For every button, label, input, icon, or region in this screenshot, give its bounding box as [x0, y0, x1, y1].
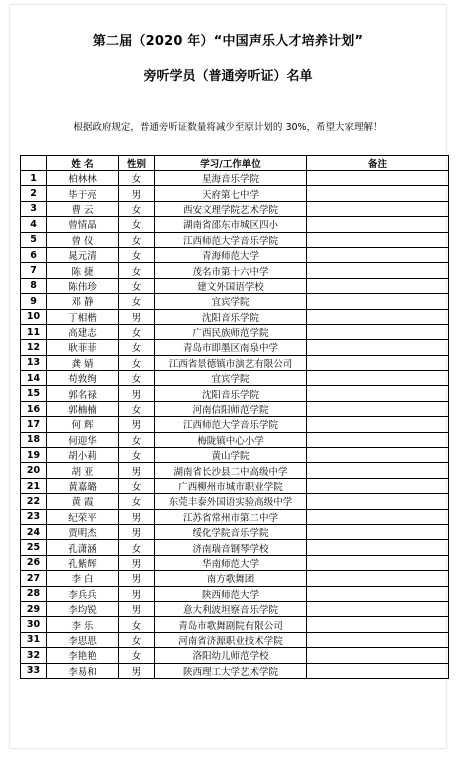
row-unit: 梅陇镇中心小学	[155, 432, 307, 447]
table-row	[21, 494, 449, 509]
table-row	[21, 401, 449, 416]
table-row	[21, 340, 449, 355]
row-gender: 男	[119, 601, 155, 616]
row-name: 纪荣平	[47, 509, 119, 524]
row-name: 苟敦绚	[47, 371, 119, 386]
row-gender: 女	[119, 278, 155, 293]
row-note	[307, 663, 449, 678]
row-unit: 江苏省常州市第二中学	[155, 509, 307, 524]
row-note	[307, 324, 449, 339]
row-unit: 宜宾学院	[155, 371, 307, 386]
table-row	[21, 309, 449, 324]
table-row	[21, 355, 449, 370]
row-gender: 男	[119, 555, 155, 570]
row-unit: 河南省济源职业技术学院	[155, 632, 307, 647]
row-number: 8	[21, 278, 47, 293]
row-number: 33	[21, 663, 47, 678]
row-gender: 女	[119, 448, 155, 463]
table-row	[21, 201, 449, 216]
row-gender: 女	[119, 232, 155, 247]
row-name: 李均锐	[47, 601, 119, 616]
row-number: 30	[21, 617, 47, 632]
table-row	[21, 247, 449, 262]
table-row	[21, 278, 449, 293]
row-gender: 女	[119, 294, 155, 309]
header-gender: 性别	[119, 156, 155, 171]
row-unit: 建文外国语学校	[155, 278, 307, 293]
row-note	[307, 648, 449, 663]
row-number: 17	[21, 417, 47, 432]
table-row	[21, 386, 449, 401]
row-gender: 女	[119, 632, 155, 647]
table-row	[21, 463, 449, 478]
row-name: 黄嘉璐	[47, 478, 119, 493]
row-name: 孔紫辉	[47, 555, 119, 570]
row-number: 11	[21, 324, 47, 339]
row-gender: 女	[119, 324, 155, 339]
row-number: 22	[21, 494, 47, 509]
row-unit: 星海音乐学院	[155, 171, 307, 186]
row-number: 2	[21, 186, 47, 201]
row-gender: 女	[119, 340, 155, 355]
row-name: 李 乐	[47, 617, 119, 632]
row-number: 21	[21, 478, 47, 493]
row-number: 32	[21, 648, 47, 663]
row-number: 28	[21, 586, 47, 601]
row-gender: 女	[119, 648, 155, 663]
row-number: 26	[21, 555, 47, 570]
row-note	[307, 494, 449, 509]
row-unit: 河南信阳师范学院	[155, 401, 307, 416]
row-name: 李兵兵	[47, 586, 119, 601]
row-gender: 女	[119, 371, 155, 386]
row-number: 1	[21, 171, 47, 186]
row-unit: 江西省景德镇市演艺有限公司	[155, 355, 307, 370]
row-name: 郭楠楠	[47, 401, 119, 416]
row-note	[307, 247, 449, 262]
table-row	[21, 555, 449, 570]
row-unit: 陕西理工大学艺术学院	[155, 663, 307, 678]
roster-table	[20, 155, 449, 679]
row-unit: 宜宾学院	[155, 294, 307, 309]
row-number: 25	[21, 540, 47, 555]
row-number: 5	[21, 232, 47, 247]
row-name: 毕于亮	[47, 186, 119, 201]
row-gender: 女	[119, 432, 155, 447]
header-note: 备注	[307, 156, 449, 171]
row-note	[307, 586, 449, 601]
row-unit: 广西民族师范学院	[155, 324, 307, 339]
table-row	[21, 509, 449, 524]
row-note	[307, 340, 449, 355]
row-unit: 江西师范大学音乐学院	[155, 232, 307, 247]
table-row	[21, 478, 449, 493]
row-number: 27	[21, 571, 47, 586]
row-note	[307, 278, 449, 293]
row-note	[307, 432, 449, 447]
table-row	[21, 324, 449, 339]
table-header-row	[21, 156, 449, 171]
row-name: 黄 霞	[47, 494, 119, 509]
row-name: 胡 亚	[47, 463, 119, 478]
table-row	[21, 586, 449, 601]
row-unit: 华南师范大学	[155, 555, 307, 570]
row-number: 12	[21, 340, 47, 355]
row-name: 曹 云	[47, 201, 119, 216]
row-unit: 湖南省邵东市城区四小	[155, 217, 307, 232]
row-number: 14	[21, 371, 47, 386]
row-gender: 男	[119, 524, 155, 539]
row-unit: 西安文理学院艺术学院	[155, 201, 307, 216]
header-name: 姓 名	[47, 156, 119, 171]
row-note	[307, 478, 449, 493]
row-name: 何 辉	[47, 417, 119, 432]
row-gender: 女	[119, 617, 155, 632]
row-name: 陈伟珍	[47, 278, 119, 293]
row-unit: 青岛市即墨区南泉中学	[155, 340, 307, 355]
document-subtitle: 旁听学员（普通旁听证）名单	[143, 69, 313, 84]
row-note	[307, 186, 449, 201]
row-note	[307, 617, 449, 632]
table-row	[21, 417, 449, 432]
row-note	[307, 232, 449, 247]
row-number: 18	[21, 432, 47, 447]
row-unit: 沈阳音乐学院	[155, 386, 307, 401]
table-row	[21, 263, 449, 278]
row-gender: 男	[119, 186, 155, 201]
row-name: 何迎华	[47, 432, 119, 447]
table-row	[21, 540, 449, 555]
table-row	[21, 448, 449, 463]
row-gender: 男	[119, 509, 155, 524]
row-note	[307, 355, 449, 370]
row-note	[307, 263, 449, 278]
table-row	[21, 571, 449, 586]
row-unit: 茂名市第十六中学	[155, 263, 307, 278]
table-row	[21, 524, 449, 539]
roster-body	[21, 171, 449, 679]
table-row	[21, 294, 449, 309]
row-note	[307, 294, 449, 309]
row-number: 16	[21, 401, 47, 416]
row-name: 曾情晶	[47, 217, 119, 232]
row-unit: 青海师范大学	[155, 247, 307, 262]
row-unit: 意大利波坦察音乐学院	[155, 601, 307, 616]
row-number: 4	[21, 217, 47, 232]
row-name: 胡小莉	[47, 448, 119, 463]
row-note	[307, 448, 449, 463]
row-note	[307, 540, 449, 555]
table-row	[21, 663, 449, 678]
row-note	[307, 309, 449, 324]
row-name: 陈 捷	[47, 263, 119, 278]
row-gender: 男	[119, 463, 155, 478]
row-unit: 绥化学院音乐学院	[155, 524, 307, 539]
row-number: 15	[21, 386, 47, 401]
row-number: 13	[21, 355, 47, 370]
table-row	[21, 432, 449, 447]
row-unit: 天府第七中学	[155, 186, 307, 201]
table-row	[21, 632, 449, 647]
row-gender: 女	[119, 355, 155, 370]
row-note	[307, 417, 449, 432]
table-row	[21, 171, 449, 186]
row-number: 3	[21, 201, 47, 216]
row-gender: 男	[119, 386, 155, 401]
row-name: 丁相楷	[47, 309, 119, 324]
row-number: 19	[21, 448, 47, 463]
row-name: 晁元清	[47, 247, 119, 262]
row-name: 孔潇涵	[47, 540, 119, 555]
row-gender: 男	[119, 571, 155, 586]
row-gender: 女	[119, 247, 155, 262]
row-unit: 青岛市歌舞剧院有限公司	[155, 617, 307, 632]
row-number: 31	[21, 632, 47, 647]
row-gender: 男	[119, 586, 155, 601]
row-gender: 女	[119, 401, 155, 416]
row-name: 曾 仪	[47, 232, 119, 247]
notice-text: 根据政府规定，普通旁听证数量将减少至原计划的 30%，希望大家理解！	[73, 122, 383, 133]
row-name: 李艳艳	[47, 648, 119, 663]
row-unit: 广西柳州市城市职业学院	[155, 478, 307, 493]
row-name: 李思思	[47, 632, 119, 647]
row-gender: 女	[119, 201, 155, 216]
row-note	[307, 524, 449, 539]
row-gender: 男	[119, 663, 155, 678]
row-note	[307, 601, 449, 616]
row-gender: 女	[119, 478, 155, 493]
table-row	[21, 217, 449, 232]
row-name: 郭名禄	[47, 386, 119, 401]
row-name: 高建志	[47, 324, 119, 339]
row-gender: 男	[119, 309, 155, 324]
row-name: 耿菲菲	[47, 340, 119, 355]
row-unit: 黄山学院	[155, 448, 307, 463]
table-row	[21, 371, 449, 386]
row-name: 李易和	[47, 663, 119, 678]
table-row	[21, 648, 449, 663]
row-number: 24	[21, 524, 47, 539]
table-row	[21, 232, 449, 247]
row-note	[307, 571, 449, 586]
row-unit: 洛阳幼儿师范学校	[155, 648, 307, 663]
document-title: 第二届（2020 年）“中国声乐人才培养计划”	[92, 34, 364, 49]
row-number: 10	[21, 309, 47, 324]
row-gender: 女	[119, 263, 155, 278]
row-gender: 女	[119, 171, 155, 186]
row-unit: 湖南省长沙县二中高级中学	[155, 463, 307, 478]
document-page	[10, 5, 446, 748]
row-name: 柏林林	[47, 171, 119, 186]
row-name: 李 白	[47, 571, 119, 586]
row-note	[307, 509, 449, 524]
row-gender: 男	[119, 417, 155, 432]
row-name: 龚 婧	[47, 355, 119, 370]
row-number: 7	[21, 263, 47, 278]
table-row	[21, 601, 449, 616]
header-unit: 学习/工作单位	[155, 156, 307, 171]
row-number: 29	[21, 601, 47, 616]
row-note	[307, 463, 449, 478]
row-name: 贾明杰	[47, 524, 119, 539]
row-note	[307, 217, 449, 232]
header-number	[21, 156, 47, 171]
row-gender: 女	[119, 540, 155, 555]
row-gender: 女	[119, 217, 155, 232]
table-row	[21, 186, 449, 201]
row-name: 邓 静	[47, 294, 119, 309]
row-note	[307, 401, 449, 416]
row-number: 23	[21, 509, 47, 524]
row-note	[307, 555, 449, 570]
row-number: 9	[21, 294, 47, 309]
row-note	[307, 386, 449, 401]
row-unit: 陕西师范大学	[155, 586, 307, 601]
row-unit: 南方歌舞团	[155, 571, 307, 586]
row-number: 20	[21, 463, 47, 478]
row-note	[307, 371, 449, 386]
row-unit: 济南瑞音钢琴学校	[155, 540, 307, 555]
row-note	[307, 171, 449, 186]
row-number: 6	[21, 247, 47, 262]
row-gender: 女	[119, 494, 155, 509]
row-unit: 沈阳音乐学院	[155, 309, 307, 324]
row-note	[307, 201, 449, 216]
table-row	[21, 617, 449, 632]
row-unit: 东莞丰泰外国语实验高级中学	[155, 494, 307, 509]
row-note	[307, 632, 449, 647]
row-unit: 江西师范大学音乐学院	[155, 417, 307, 432]
